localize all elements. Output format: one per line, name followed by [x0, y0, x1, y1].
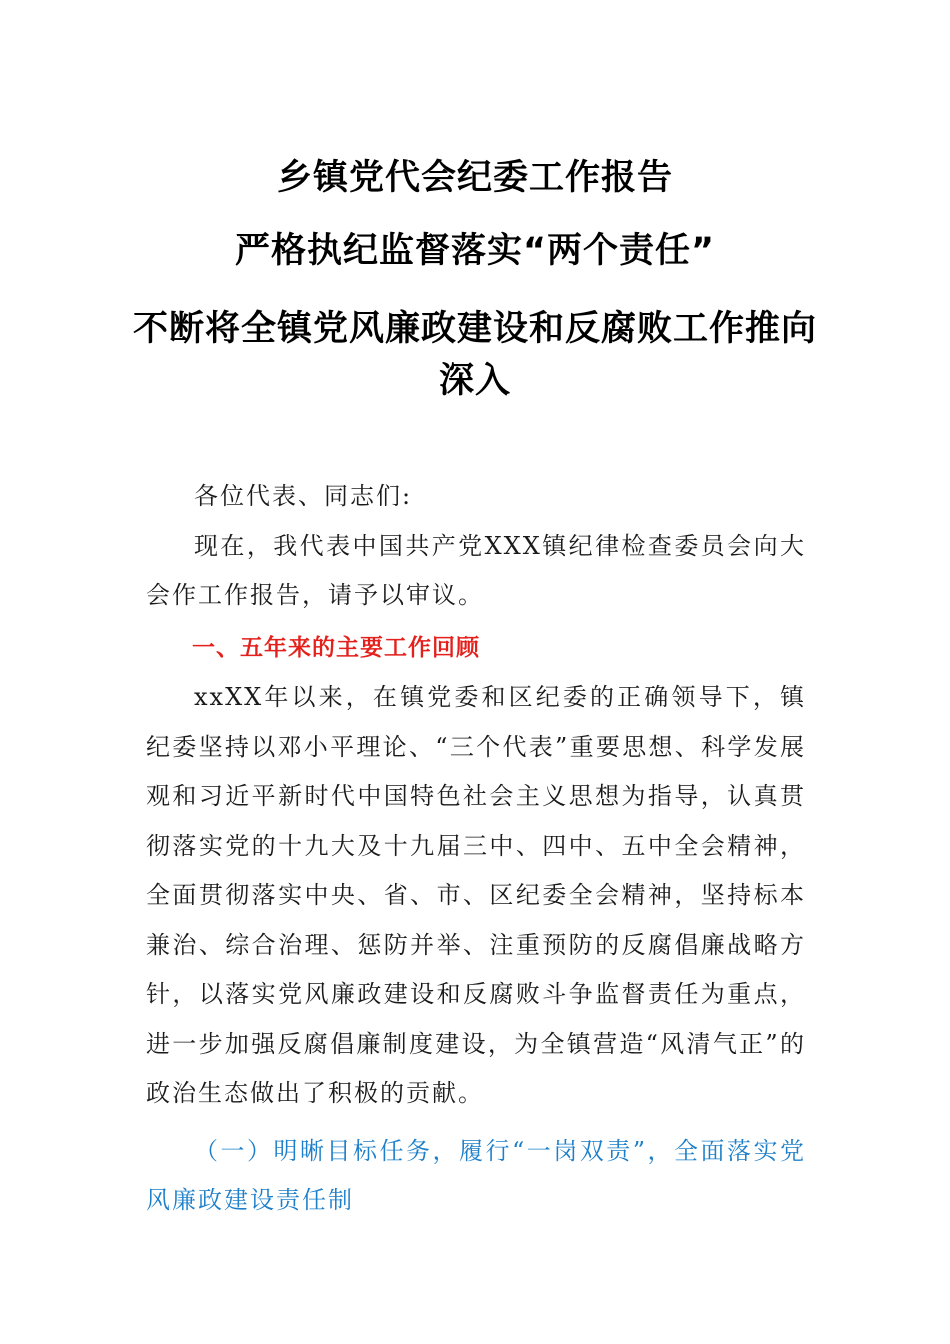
section-paragraph: xxXX年以来，在镇党委和区纪委的正确领导下，镇纪委坚持以邓小平理论、“三个代表”重要思想、科学发展观和习近平新时代中国特色社会主义思想为指导，认真贯彻落实党的十九大及十九届三中、四中、五中全会精神，全面贯彻落实中央、省、市、区纪委全会精神，坚持标本兼治、综合治理、惩防并举、注重预防的反腐倡廉战略方针，以落实党风廉政建设和反腐败斗争监督责任为重点，进一步加强反腐倡廉制度建设，为全镇营造“风清气正”的政治生态做出了积极的贡献。: [146, 683, 806, 1107]
report-subtitle-line1: 严格执纪监督落实“两个责任”: [234, 231, 715, 271]
salutation: 各位代表、同志们:: [194, 482, 413, 510]
report-body: [146, 472, 806, 1226]
intro-paragraph: 现在，我代表中国共产党XXX镇纪律检查委员会向大会作工作报告，请予以审议。: [146, 531, 806, 609]
section-heading: 一、五年来的主要工作回顾: [192, 634, 480, 661]
subsection-heading: （一）明晰目标任务，履行“一岗双责”，全面落实党风廉政建设责任制: [146, 1136, 806, 1214]
report-subtitle-line2: 不断将全镇党风廉政建设和反腐败工作推向深入: [132, 309, 817, 401]
report-title: 乡镇党代会纪委工作报告: [276, 158, 673, 198]
